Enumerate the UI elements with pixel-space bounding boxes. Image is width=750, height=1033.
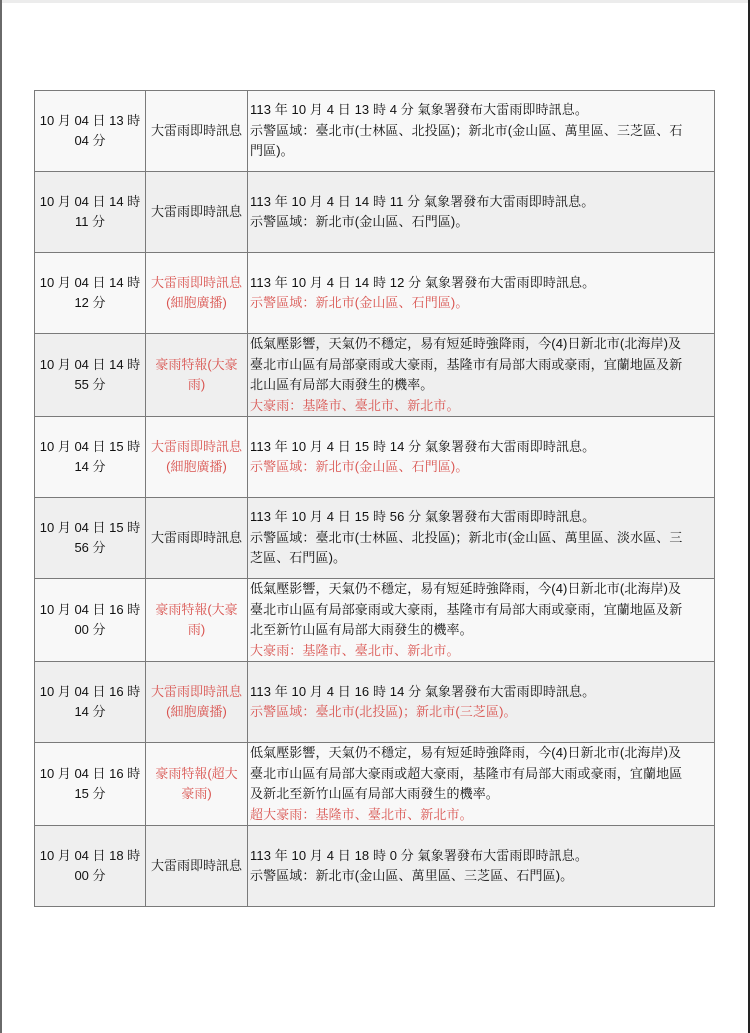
table-row xyxy=(35,498,715,579)
table-row xyxy=(35,662,715,743)
alert-content-line: 113 年 10 月 4 日 16 時 14 分 氣象署發布大雷雨即時訊息。 xyxy=(250,683,596,699)
alert-content-cell xyxy=(248,253,715,334)
alert-type-line: 豪雨特報(大豪 xyxy=(155,356,238,372)
alert-type-cell xyxy=(146,826,248,907)
alert-type-line: 雨) xyxy=(187,622,206,637)
alert-time-line: 10 月 04 日 13 時 xyxy=(39,112,141,128)
alert-type-line: 大雷雨即時訊息 xyxy=(150,529,242,545)
table-row xyxy=(35,579,715,662)
alert-content-line: 北山區有局部大雨發生的機率。 xyxy=(250,377,434,392)
alert-content-line: 示警區域：新北市(金山區、萬里區、三芝區、石門區)。 xyxy=(250,868,574,883)
alert-time-line: 10 月 04 日 18 時 xyxy=(39,847,141,863)
alert-type-line: 豪雨特報(大豪 xyxy=(155,601,238,617)
alert-time-line: 12 分 xyxy=(74,295,106,310)
alert-area-highlight: 示警區域：臺北市(北投區)；新北市(三芝區)。 xyxy=(250,704,517,719)
alert-time-line: 00 分 xyxy=(74,868,106,883)
alert-time-line: 10 月 04 日 14 時 xyxy=(39,356,141,372)
alert-type-line: (細胞廣播) xyxy=(166,295,227,310)
alert-type-cell xyxy=(146,498,248,579)
alert-type-line: 大雷雨即時訊息 xyxy=(150,857,242,873)
table-row xyxy=(35,417,715,498)
alert-time-cell xyxy=(35,417,146,498)
alert-content-line: 示警區域：臺北市(士林區、北投區)；新北市(金山區、萬里區、淡水區、三 xyxy=(250,529,683,545)
alert-content-line: 低氣壓影響，天氣仍不穩定，易有短延時強降雨，今(4)日新北市(北海岸)及 xyxy=(250,336,682,351)
alert-content-cell xyxy=(248,498,715,579)
alert-content-line: 低氣壓影響，天氣仍不穩定，易有短延時強降雨，今(4)日新北市(北海岸)及 xyxy=(250,745,682,760)
alert-time-line: 14 分 xyxy=(74,704,106,719)
alert-time-cell xyxy=(35,662,146,743)
alert-type-line: (細胞廣播) xyxy=(166,459,227,474)
alert-time-line: 15 分 xyxy=(74,786,106,801)
alert-time-line: 10 月 04 日 15 時 xyxy=(39,438,141,454)
alert-content-line: 113 年 10 月 4 日 15 時 14 分 氣象署發布大雷雨即時訊息。 xyxy=(250,438,596,454)
table-row xyxy=(35,743,715,826)
alert-content-cell xyxy=(248,579,715,662)
table-row xyxy=(35,91,715,172)
alert-area-highlight: 示警區域：新北市(金山區、石門區)。 xyxy=(250,295,469,310)
alert-type-cell xyxy=(146,172,248,253)
alert-time-cell xyxy=(35,253,146,334)
alert-type-cell xyxy=(146,662,248,743)
alert-type-cell xyxy=(146,579,248,662)
alert-time-line: 10 月 04 日 14 時 xyxy=(39,193,141,209)
alert-content-line: 113 年 10 月 4 日 13 時 4 分 氣象署發布大雷雨即時訊息。 xyxy=(250,102,588,118)
table-row xyxy=(35,334,715,417)
alert-time-line: 10 月 04 日 14 時 xyxy=(39,274,141,290)
page-top-edge xyxy=(0,0,750,3)
alert-type-line: 大雷雨即時訊息 xyxy=(150,683,242,699)
alert-content-line: 門區)。 xyxy=(250,143,294,159)
alert-type-line: 豪雨) xyxy=(181,786,212,801)
alert-time-line: 10 月 04 日 16 時 xyxy=(39,601,141,617)
alert-time-cell xyxy=(35,91,146,172)
alert-content-cell xyxy=(248,91,715,172)
alert-time-cell xyxy=(35,579,146,662)
alert-type-cell xyxy=(146,253,248,334)
weather-alerts-table xyxy=(34,90,715,907)
alert-content-cell xyxy=(248,826,715,907)
alert-time-line: 11 分 xyxy=(74,214,106,229)
page-left-edge xyxy=(0,0,2,1033)
alert-time-cell xyxy=(35,743,146,826)
alert-time-cell xyxy=(35,498,146,579)
alert-content-line: 113 年 10 月 4 日 18 時 0 分 氣象署發布大雷雨即時訊息。 xyxy=(250,847,588,863)
alert-type-line: 雨) xyxy=(187,377,206,392)
alert-content-line: 臺北市山區有局部豪雨或大豪雨，基隆市有局部大雨或豪雨，宜蘭地區及新 xyxy=(250,601,683,617)
alert-type-line: 大雷雨即時訊息 xyxy=(150,122,242,138)
table-row xyxy=(35,826,715,907)
alert-time-line: 10 月 04 日 16 時 xyxy=(39,765,141,781)
alert-time-line: 14 分 xyxy=(74,459,106,474)
alert-type-cell xyxy=(146,743,248,826)
alert-type-line: 大雷雨即時訊息 xyxy=(150,438,242,454)
alert-content-line: 113 年 10 月 4 日 14 時 11 分 氣象署發布大雷雨即時訊息。 xyxy=(250,193,595,209)
alert-content-line: 及新北至新竹山區有局部大雨發生的機率。 xyxy=(250,786,499,801)
alert-type-line: (細胞廣播) xyxy=(166,704,227,719)
alert-content-line: 示警區域：新北市(金山區、石門區)。 xyxy=(250,214,469,229)
alert-content-line: 臺北市山區有局部大豪雨或超大豪雨，基隆市有局部大雨或豪雨，宜蘭地區 xyxy=(250,765,683,781)
alert-content-line: 北至新竹山區有局部大雨發生的機率。 xyxy=(250,622,473,637)
alert-time-line: 10 月 04 日 15 時 xyxy=(39,519,141,535)
alert-type-line: 大雷雨即時訊息 xyxy=(150,274,242,290)
alert-time-line: 00 分 xyxy=(74,622,106,637)
alert-time-cell xyxy=(35,172,146,253)
alert-content-cell xyxy=(248,172,715,253)
alert-type-cell xyxy=(146,334,248,417)
alert-area-highlight: 大豪雨：基隆市、臺北市、新北市。 xyxy=(250,397,460,413)
alert-content-cell xyxy=(248,743,715,826)
alert-type-cell xyxy=(146,417,248,498)
alert-time-line: 10 月 04 日 16 時 xyxy=(39,683,141,699)
alert-content-cell xyxy=(248,334,715,417)
alert-content-line: 113 年 10 月 4 日 15 時 56 分 氣象署發布大雷雨即時訊息。 xyxy=(250,509,596,525)
alerts-table-body xyxy=(35,91,715,907)
table-row xyxy=(35,253,715,334)
alert-content-line: 臺北市山區有局部豪雨或大豪雨，基隆市有局部大雨或豪雨，宜蘭地區及新 xyxy=(250,356,683,372)
table-row xyxy=(35,172,715,253)
alert-content-cell xyxy=(248,662,715,743)
alert-time-line: 56 分 xyxy=(74,540,106,555)
alert-time-line: 55 分 xyxy=(74,377,106,392)
alert-type-cell xyxy=(146,91,248,172)
alert-time-cell xyxy=(35,334,146,417)
alert-content-line: 芝區、石門區)。 xyxy=(250,550,347,566)
alert-type-line: 豪雨特報(超大 xyxy=(155,765,238,781)
alert-content-line: 示警區域：臺北市(士林區、北投區)；新北市(金山區、萬里區、三芝區、石 xyxy=(250,122,683,138)
alert-area-highlight: 超大豪雨：基隆市、臺北市、新北市。 xyxy=(250,806,473,822)
alert-area-highlight: 示警區域：新北市(金山區、石門區)。 xyxy=(250,459,469,474)
alert-time-line: 04 分 xyxy=(74,133,106,148)
alert-content-line: 113 年 10 月 4 日 14 時 12 分 氣象署發布大雷雨即時訊息。 xyxy=(250,274,596,290)
alert-content-cell xyxy=(248,417,715,498)
alert-type-line: 大雷雨即時訊息 xyxy=(150,203,242,219)
alert-area-highlight: 大豪雨：基隆市、臺北市、新北市。 xyxy=(250,642,460,658)
alert-time-cell xyxy=(35,826,146,907)
alert-content-line: 低氣壓影響，天氣仍不穩定，易有短延時強降雨，今(4)日新北市(北海岸)及 xyxy=(250,581,682,596)
